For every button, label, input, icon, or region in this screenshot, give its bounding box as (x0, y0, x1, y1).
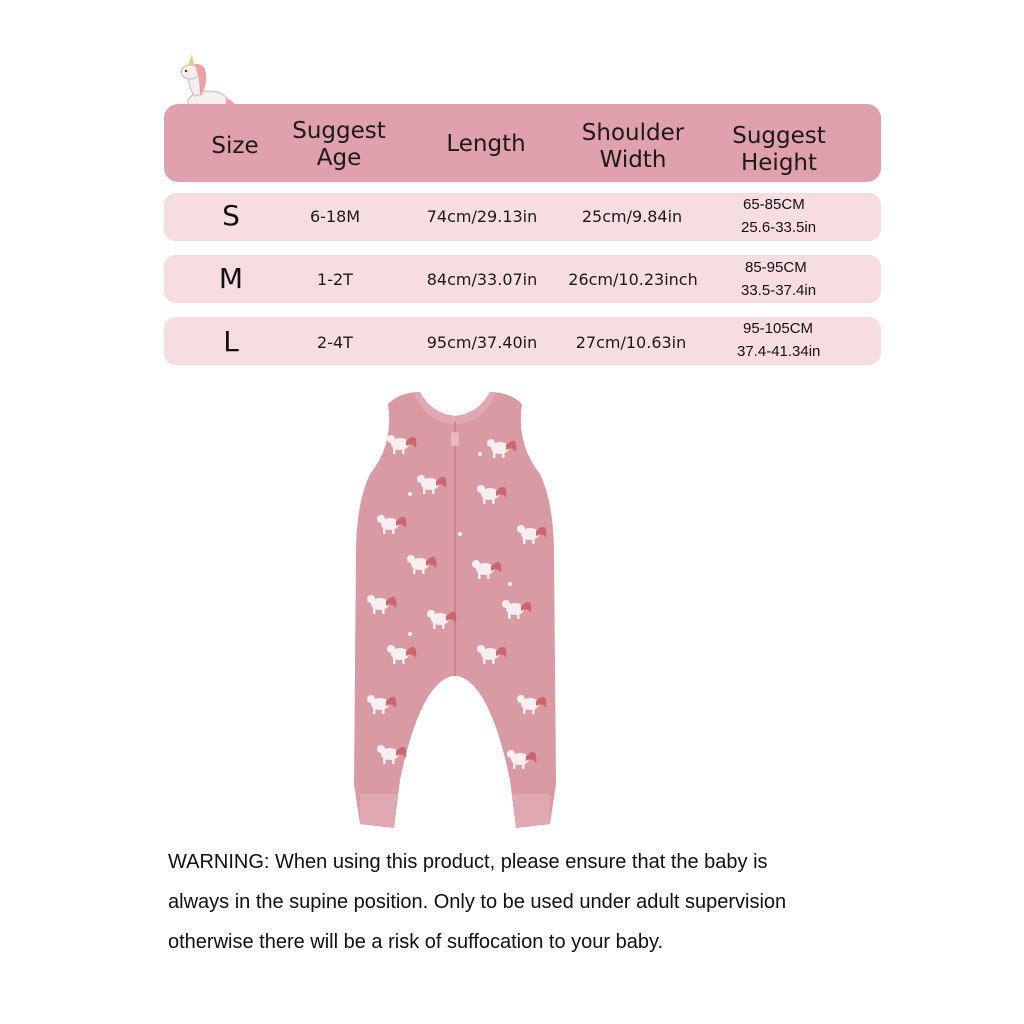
height-cm-value: 95-105CM (743, 320, 814, 337)
header-shoulder-width: Shoulder Width (581, 120, 685, 173)
size-value: S (222, 199, 240, 232)
height-in-value: 37.4-41.34in (737, 343, 821, 360)
length-value: 74cm/29.13in (426, 207, 538, 226)
header-suggest-age: Suggest Age (292, 118, 386, 171)
age-value: 6-18M (309, 207, 361, 226)
height-in-value: 25.6-33.5in (741, 219, 817, 236)
height-cm-value: 65-85CM (743, 196, 805, 213)
shoulder-value: 25cm/9.84in (581, 207, 683, 226)
age-value: 2-4T (317, 333, 353, 352)
size-value: M (218, 262, 244, 295)
height-cm-value: 85-95CM (745, 259, 807, 276)
shoulder-value: 27cm/10.63in (575, 333, 687, 352)
shoulder-value: 26cm/10.23inch (568, 270, 698, 289)
header-length: Length (446, 131, 526, 157)
length-value: 95cm/37.40in (426, 333, 538, 352)
warning-line: always in the supine position. Only to be used under adult supervision (168, 891, 787, 913)
age-value: 1-2T (317, 270, 353, 289)
size-value: L (223, 325, 239, 358)
header-size: Size (211, 133, 259, 159)
warning-text (168, 842, 868, 962)
height-in-value: 33.5-37.4in (741, 282, 817, 299)
sleep-sack-icon (340, 384, 570, 854)
length-value: 84cm/33.07in (426, 270, 538, 289)
header-suggest-height: Suggest Height (732, 123, 826, 176)
warning-line: otherwise there will be a risk of suffocation to your baby. (168, 931, 664, 953)
warning-line: WARNING: When using this product, please ensure that the baby is (168, 851, 768, 873)
